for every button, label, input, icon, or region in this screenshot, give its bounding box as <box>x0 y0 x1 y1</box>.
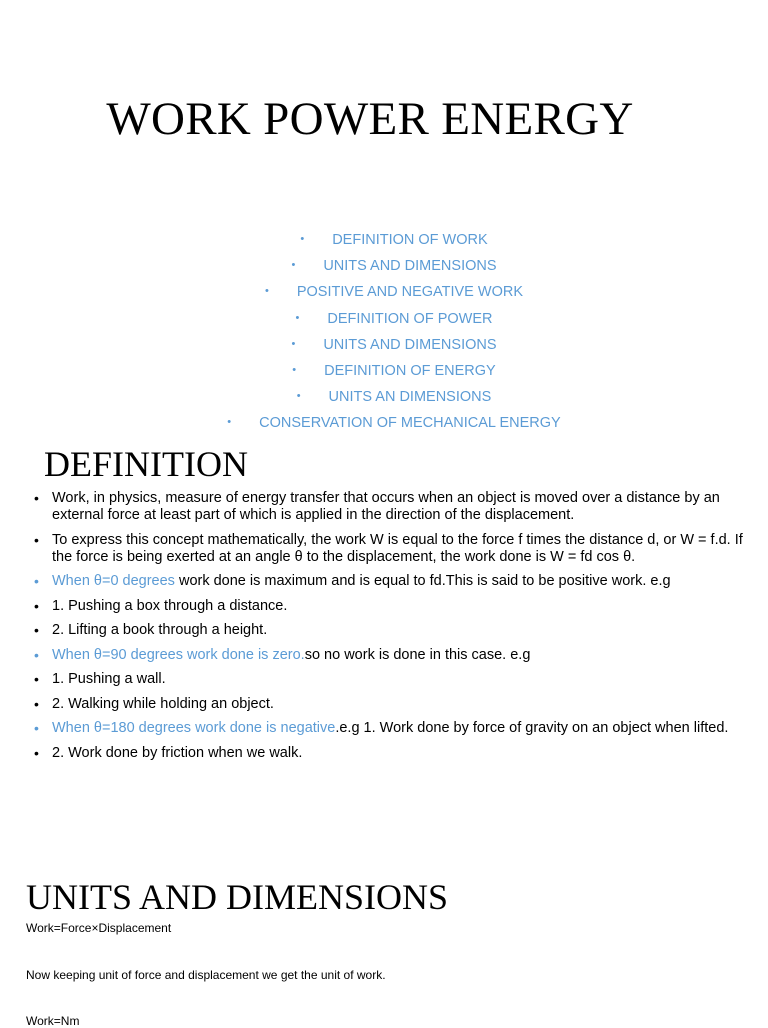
list-item-text: 2. Work done by friction when we walk. <box>52 744 303 761</box>
list-item-text: To express this concept mathematically, the work W is equal to the force f times the distance d, or W = f.d. If the force is being exerted at an angle θ to the displacement, the work done is W = fd cos θ. <box>52 531 743 565</box>
list-item-text: 2. Walking while holding an object. <box>52 695 274 712</box>
bullet-icon: • <box>34 622 39 638</box>
bullet-icon: • <box>34 720 39 736</box>
list-item <box>34 622 762 639</box>
highlight-text: When θ=0 degrees <box>52 573 175 589</box>
toc-item-label: DEFINITION OF ENERGY <box>324 362 496 379</box>
toc-item-label: CONSERVATION OF MECHANICAL ENERGY <box>259 415 561 432</box>
units-explanation: Now keeping unit of force and displacement we get the unit of work. <box>26 968 386 982</box>
list-item <box>34 671 762 688</box>
list-item <box>34 573 762 590</box>
toc-item <box>0 307 768 333</box>
bullet-icon: • <box>291 259 296 272</box>
bullet-icon: • <box>34 744 39 761</box>
toc-item-label: DEFINITION OF WORK <box>332 232 488 248</box>
table-of-contents <box>0 228 768 438</box>
bullet-icon: • <box>227 416 232 429</box>
list-item-text: Work, in physics, measure of energy transfer that occurs when an object is moved over a distance by an external force at least part of which is applied in the direction of the displacement. <box>52 490 720 523</box>
bullet-icon: • <box>34 573 39 589</box>
toc-item <box>0 385 768 411</box>
list-item-text: 1. Pushing a box through a distance. <box>52 597 288 614</box>
list-item-text: so no work is done in this case. e.g <box>304 646 531 663</box>
bullet-icon: • <box>292 363 297 376</box>
bullet-icon: • <box>34 490 39 506</box>
bullet-icon: • <box>291 337 296 350</box>
list-item-text: work done is maximum and is equal to fd.This is said to be positive work. e.g <box>174 573 671 589</box>
highlight-text: When θ=180 degrees work done is negative <box>52 720 336 736</box>
units-result: Work=Nm <box>26 1014 80 1028</box>
bullet-icon: • <box>34 597 39 614</box>
list-item-text: 2. Lifting a book through a height. <box>52 622 268 638</box>
list-item <box>34 696 762 713</box>
list-item <box>34 745 762 762</box>
bullet-icon: • <box>34 671 39 687</box>
units-formula: Work=Force×Displacement <box>26 921 172 935</box>
toc-item <box>0 333 768 359</box>
bullet-icon: • <box>295 311 300 324</box>
toc-item-label: POSITIVE AND NEGATIVE WORK <box>296 284 523 301</box>
list-item <box>34 532 762 566</box>
bullet-icon: • <box>34 531 39 548</box>
toc-item-label: DEFINITION OF POWER <box>327 310 493 327</box>
list-item <box>34 647 762 664</box>
definition-list <box>34 490 762 769</box>
list-item <box>34 720 762 737</box>
highlight-text: When θ=90 degrees work done is zero. <box>52 646 305 663</box>
list-item-text: .e.g 1. Work done by force of gravity on an object when lifted. <box>335 720 729 736</box>
toc-item <box>0 411 768 437</box>
toc-item <box>0 254 768 280</box>
bullet-icon: • <box>296 390 301 403</box>
bullet-icon: • <box>34 646 39 663</box>
bullet-icon: • <box>300 233 305 245</box>
list-item <box>34 598 762 615</box>
page-title: WORK POWER ENERGY <box>106 93 634 145</box>
bullet-icon: • <box>265 285 269 298</box>
toc-item-label: UNITS AN DIMENSIONS <box>328 389 492 406</box>
definition-heading: DEFINITION <box>44 444 248 484</box>
toc-item <box>0 359 768 385</box>
toc-item-label: UNITS AND DIMENSIONS <box>323 258 497 275</box>
toc-item-label: UNITS AND DIMENSIONS <box>323 336 497 353</box>
units-heading: UNITS AND DIMENSIONS <box>26 877 449 917</box>
list-item <box>34 490 762 524</box>
toc-item <box>0 280 768 306</box>
toc-item <box>0 228 768 254</box>
list-item-text: 1. Pushing a wall. <box>52 671 166 687</box>
bullet-icon: • <box>34 695 39 712</box>
